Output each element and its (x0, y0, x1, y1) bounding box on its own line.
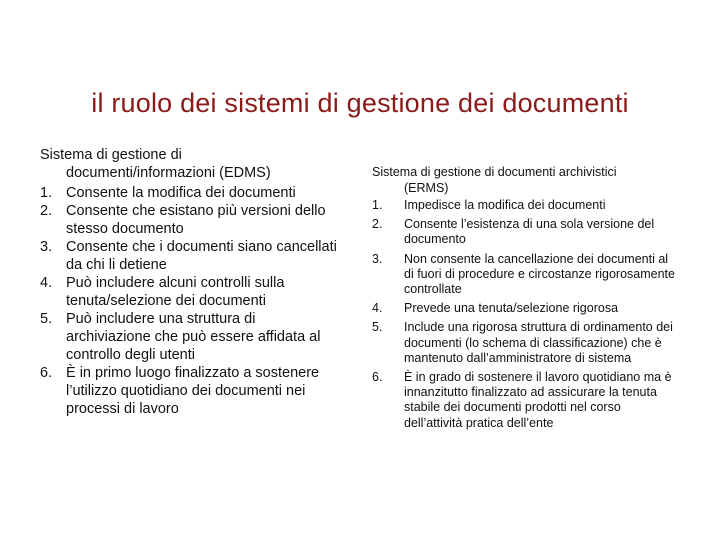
list-item-text: Include una rigorosa struttura di ordinamento dei documenti (lo schema di classificazione) che è mantenuto dall’amministratore di sistema (404, 320, 673, 365)
list-item-text: Impedisce la modifica dei documenti (404, 198, 606, 212)
list-item (372, 301, 677, 316)
erms-heading (372, 164, 677, 196)
edms-heading (40, 146, 340, 182)
list-item (40, 184, 340, 202)
list-item (372, 217, 677, 247)
list-item-number: 4. (372, 301, 383, 316)
erms-list (372, 198, 677, 431)
erms-heading-line2: (ERMS) (404, 181, 449, 195)
list-item-number: 5. (40, 311, 53, 327)
list-item (40, 364, 340, 418)
slide-title: il ruolo dei sistemi di gestione dei documenti (91, 88, 629, 118)
list-item-text: Non consente la cancellazione dei documenti al di fuori di procedure e circostanze rigorosamente controllate (404, 251, 675, 297)
list-item-number: 6. (372, 370, 383, 385)
list-item-text: Consente l’esistenza di una sola versione del documento (404, 217, 655, 247)
edms-column (40, 146, 340, 418)
list-item-number: 1. (372, 198, 383, 212)
list-item (372, 320, 677, 366)
list-item-number: 3. (372, 251, 383, 266)
list-item-text: Prevede una tenuta/selezione rigorosa (404, 301, 619, 316)
erms-heading-line1: Sistema di gestione di documenti archivistici (372, 165, 617, 179)
list-item-number: 2. (40, 203, 53, 219)
erms-column (372, 146, 677, 435)
edms-list (40, 184, 340, 418)
edms-heading-line2: documenti/informazioni (EDMS) (66, 165, 271, 181)
list-item-text: Consente la modifica dei documenti (66, 185, 296, 201)
list-item-text: Consente che esistano più versioni dello stesso documento (66, 203, 326, 237)
list-item-number: 2. (372, 217, 383, 232)
list-item (40, 238, 340, 274)
list-item (40, 274, 340, 310)
list-item-text: Può includere una struttura di archiviazione che può essere affidata al controllo degli utenti (66, 311, 321, 363)
list-item-number: 5. (372, 320, 383, 335)
list-item-number: 3. (40, 239, 53, 255)
list-item (372, 198, 677, 213)
list-item (40, 310, 340, 364)
list-item-text: Consente che i documenti siano cancellati da chi li detiene (66, 239, 337, 273)
list-item (40, 202, 340, 238)
list-item (372, 370, 677, 431)
list-item-number: 4. (40, 275, 53, 291)
edms-heading-line1: Sistema di gestione di (40, 147, 182, 163)
list-item-text: È in primo luogo finalizzato a sostenere l’utilizzo quotidiano dei documenti nei processi di lavoro (66, 365, 320, 417)
list-item-text: È in grado di sostenere il lavoro quotidiano ma è innanzitutto finalizzato ad assicurare la tenuta stabile dei documenti prodotti nel corso dell’attività pratica dell’ente (404, 370, 672, 430)
list-item-number: 6. (40, 365, 53, 381)
list-item-number: 1. (40, 185, 53, 201)
list-item (372, 252, 677, 298)
list-item-text: Può includere alcuni controlli sulla tenuta/selezione dei documenti (66, 275, 285, 309)
